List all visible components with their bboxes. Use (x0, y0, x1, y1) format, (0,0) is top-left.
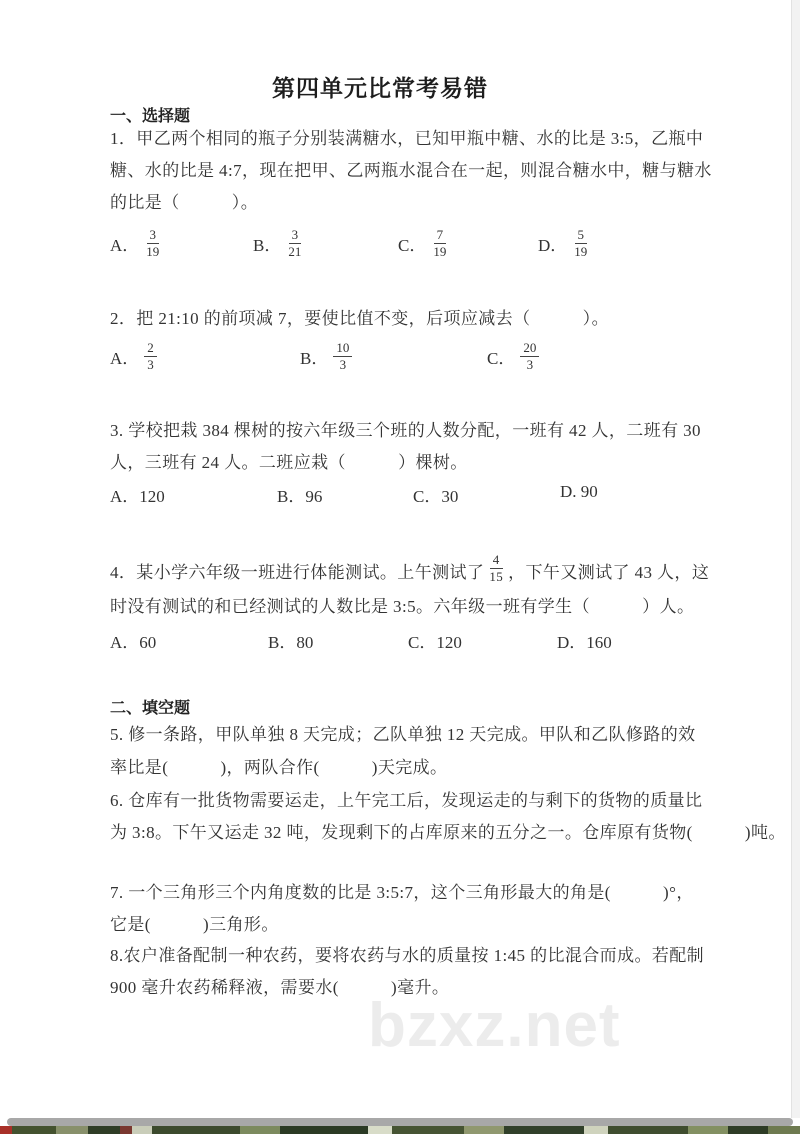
option-label: A． (110, 348, 140, 368)
q2-option-c (487, 340, 539, 372)
fraction: $\frac{5}{19}$ (574, 227, 588, 259)
q1-option-c (398, 227, 448, 259)
q4-option-d: D．160 (557, 633, 612, 652)
fraction: $\frac{7}{19}$ (433, 227, 447, 259)
q3-line-2: 人，三班有 24 人。二班应栽（ ）棵树。 (110, 453, 468, 472)
q8-line-2: 900 毫升农药稀释液，需要水( )毫升。 (110, 978, 450, 997)
vertical-scrollbar-track[interactable] (791, 0, 800, 1118)
q3-option-a: A．120 (110, 487, 165, 506)
q4-line-1-after: ，下午又测试了 43 人，这 (508, 563, 710, 582)
fraction: $\frac{4}{15}$ (489, 552, 504, 584)
background-image-strip (0, 1126, 800, 1134)
horizontal-scrollbar-thumb[interactable] (7, 1118, 793, 1126)
fraction: $\frac{20}{3}$ (520, 340, 539, 372)
q4-option-b: B．80 (268, 633, 314, 652)
section-heading-choice: 一、选择题 (110, 108, 191, 125)
q3-line-1: 3. 学校把栽 384 棵树的按六年级三个班的人数分配，一班有 42 人，二班有 30 (110, 421, 701, 440)
q1-option-d (538, 227, 589, 259)
q2-option-a (110, 340, 157, 372)
fraction: $\frac{3}{21}$ (288, 227, 302, 259)
option-label: D． (538, 235, 568, 255)
q1-line-1: 1．甲乙两个相同的瓶子分别装满糖水，已知甲瓶中糖、水的比是 3:5，乙瓶中 (110, 129, 704, 148)
fraction: $\frac{3}{19}$ (146, 227, 160, 259)
q4-option-c: C．120 (408, 633, 462, 652)
q4-line-2: 时没有测试的和已经测试的人数比是 3:5。六年级一班有学生（ ）人。 (110, 597, 695, 616)
option-label: B． (253, 235, 282, 255)
q7-line-2: 它是( )三角形。 (110, 915, 279, 934)
q4-line-1-before: 4．某小学六年级一班进行体能测试。上午测试了 (110, 563, 485, 582)
q5-line-2: 率比是( )，两队合作( )天完成。 (110, 758, 448, 777)
q4-option-a: A．60 (110, 633, 157, 652)
q1-option-a (110, 227, 161, 259)
q6-line-1: 6. 仓库有一批货物需要运走，上午完工后，发现运走的与剩下的货物的质量比 (110, 791, 703, 810)
q8-line-1: 8.农户准备配制一种农药，要将农药与水的质量按 1:45 的比混合而成。若配制 (110, 946, 705, 965)
q5-line-1: 5. 修一条路，甲队单独 8 天完成；乙队单独 12 天完成。甲队和乙队修路的效 (110, 725, 696, 744)
q2-line-1: 2．把 21:10 的前项减 7，要使比值不变，后项应减去（ ）。 (110, 309, 609, 328)
q7-line-1: 7. 一个三角形三个内角度数的比是 3:5:7，这个三角形最大的角是( )°， (110, 883, 694, 902)
section-heading-fill-blank: 二、填空题 (110, 700, 191, 717)
option-label: B． (300, 348, 329, 368)
q1-line-3: 的比是（ ）。 (110, 193, 259, 212)
q3-option-c: C．30 (413, 487, 459, 506)
q2-option-b (300, 340, 352, 372)
fraction: $\frac{2}{3}$ (144, 340, 157, 372)
q6-line-2: 为 3:8。下午又运走 32 吨，发现剩下的占库原来的五分之一。仓库原有货物( )吨。 (110, 823, 786, 842)
site-watermark: bzxz.net (368, 991, 621, 1060)
q3-option-b: B．96 (277, 487, 323, 506)
fraction: $\frac{10}{3}$ (333, 340, 352, 372)
q4-line-1 (110, 552, 710, 590)
q1-option-b (253, 227, 303, 259)
document-title: 第四单元比常考易错 (272, 75, 488, 101)
option-label: C． (398, 235, 427, 255)
q3-option-d: D. 90 (560, 482, 598, 501)
q1-line-2: 糖、水的比是 4:7，现在把甲、乙两瓶水混合在一起，则混合糖水中，糖与糖水 (110, 161, 712, 180)
option-label: C． (487, 348, 516, 368)
option-label: A． (110, 235, 140, 255)
